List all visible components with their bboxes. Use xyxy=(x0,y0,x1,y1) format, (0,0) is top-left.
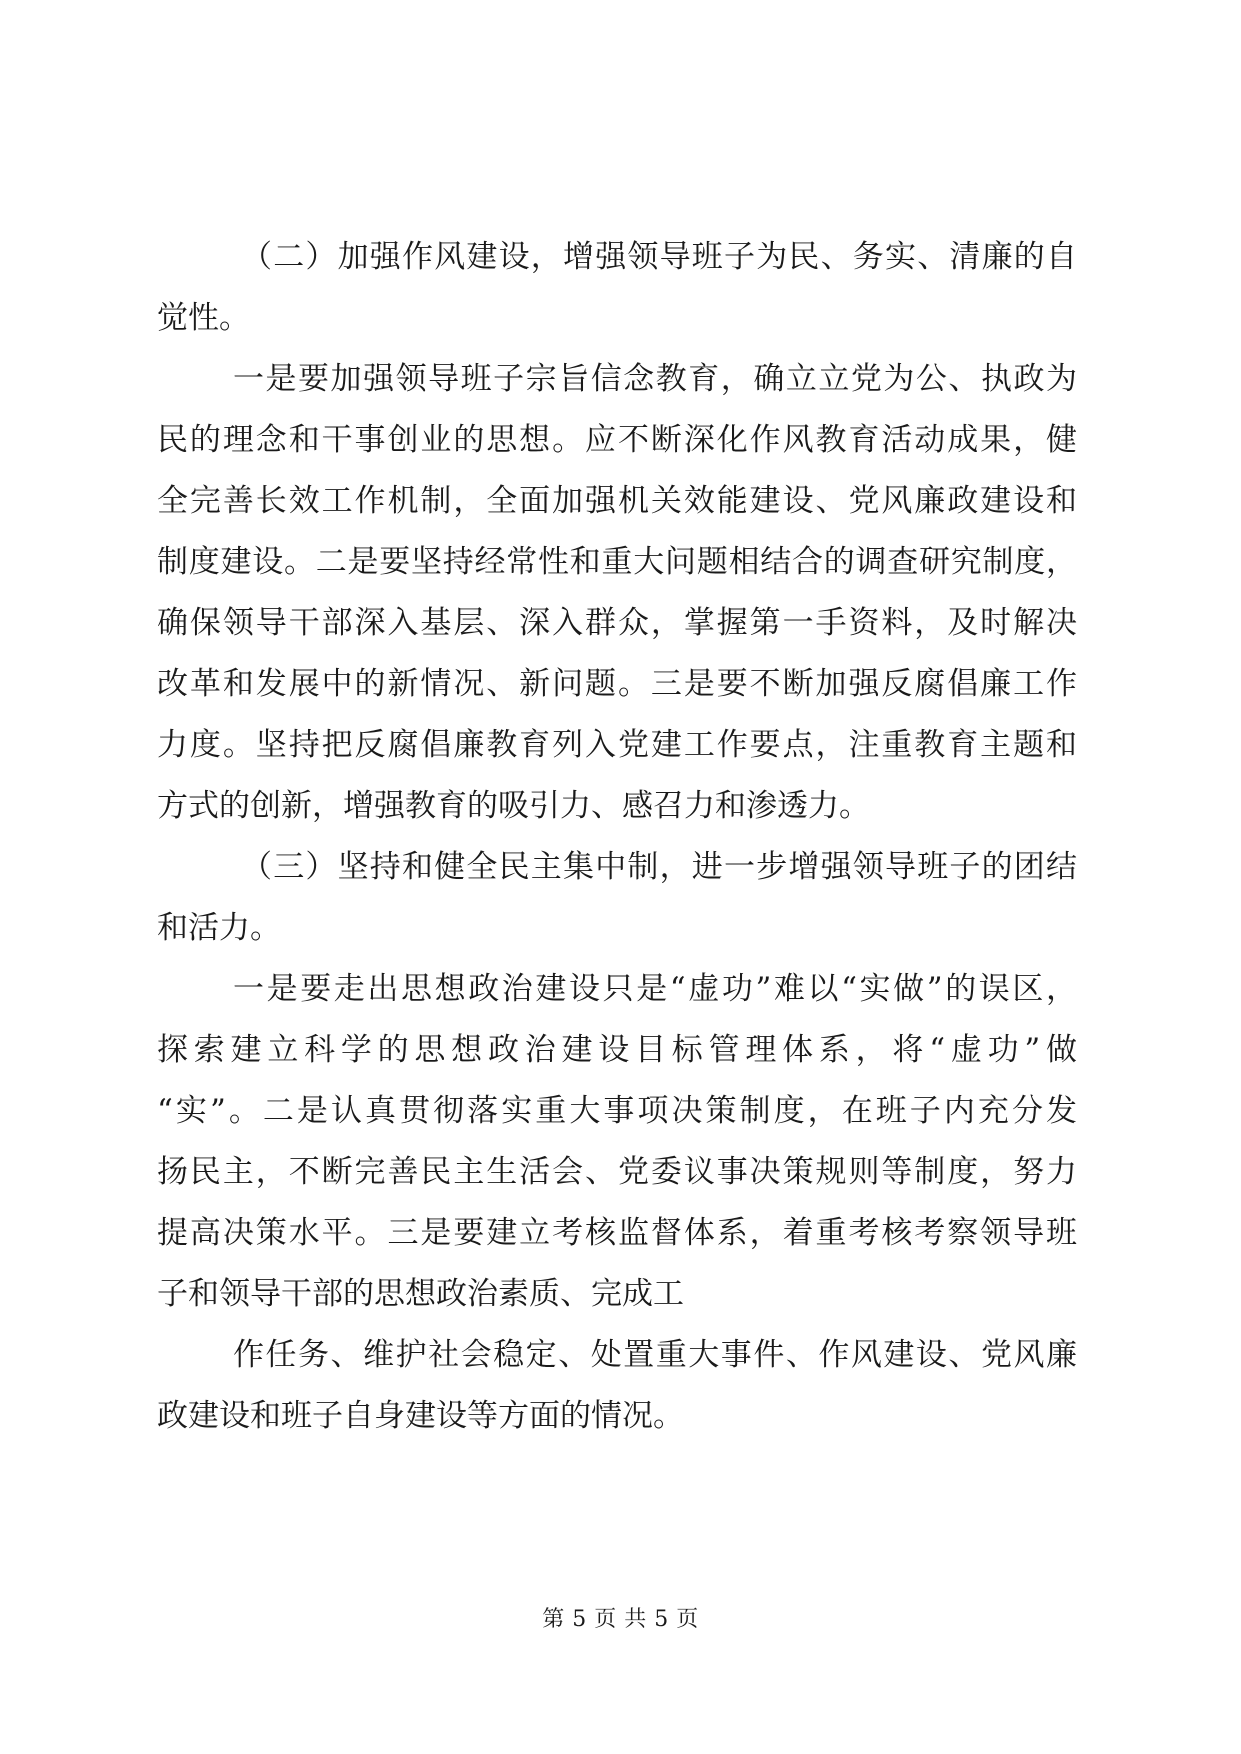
page-footer: 第 5 页 共 5 页 xyxy=(542,1607,699,1632)
document-body xyxy=(157,227,1077,1447)
text-line: （二）加强作风建设，增强领导班子为民、务实、清廉的自 xyxy=(241,239,1077,275)
text-line: 探索建立科学的思想政治建设目标管理体系，将“虚功”做 xyxy=(157,1032,1077,1068)
text-line: 一是要加强领导班子宗旨信念教育，确立立党为公、执政为 xyxy=(233,361,1077,397)
text-line: 改革和发展中的新情况、新问题。三是要不断加强反腐倡廉工作 xyxy=(157,666,1077,702)
text-line: 全完善长效工作机制，全面加强机关效能建设、党风廉政建设和 xyxy=(157,483,1077,519)
text-line: 提高决策水平。三是要建立考核监督体系，着重考核考察领导班 xyxy=(157,1215,1077,1251)
text-line: 和活力。 xyxy=(157,910,281,946)
text-line: （三）坚持和健全民主集中制，进一步增强领导班子的团结 xyxy=(241,849,1077,885)
text-line: 力度。坚持把反腐倡廉教育列入党建工作要点，注重教育主题和 xyxy=(157,727,1077,763)
text-line: 作任务、维护社会稳定、处置重大事件、作风建设、党风廉 xyxy=(233,1337,1077,1373)
text-line: 一是要走出思想政治建设只是“虚功”难以“实做”的误区， xyxy=(233,971,1077,1007)
text-line: 觉性。 xyxy=(157,300,250,336)
text-line: 制度建设。二是要坚持经常性和重大问题相结合的调查研究制度， xyxy=(157,544,1077,580)
text-line: 民的理念和干事创业的思想。应不断深化作风教育活动成果，健 xyxy=(157,422,1077,458)
text-line: 方式的创新，增强教育的吸引力、感召力和渗透力。 xyxy=(157,788,870,824)
text-line: “实”。二是认真贯彻落实重大事项决策制度，在班子内充分发 xyxy=(157,1093,1077,1129)
text-line: 确保领导干部深入基层、深入群众，掌握第一手资料，及时解决 xyxy=(157,605,1077,641)
text-line: 子和领导干部的思想政治素质、完成工 xyxy=(157,1276,684,1312)
text-line: 政建设和班子自身建设等方面的情况。 xyxy=(157,1398,684,1434)
text-line: 扬民主，不断完善民主生活会、党委议事决策规则等制度，努力 xyxy=(157,1154,1077,1190)
